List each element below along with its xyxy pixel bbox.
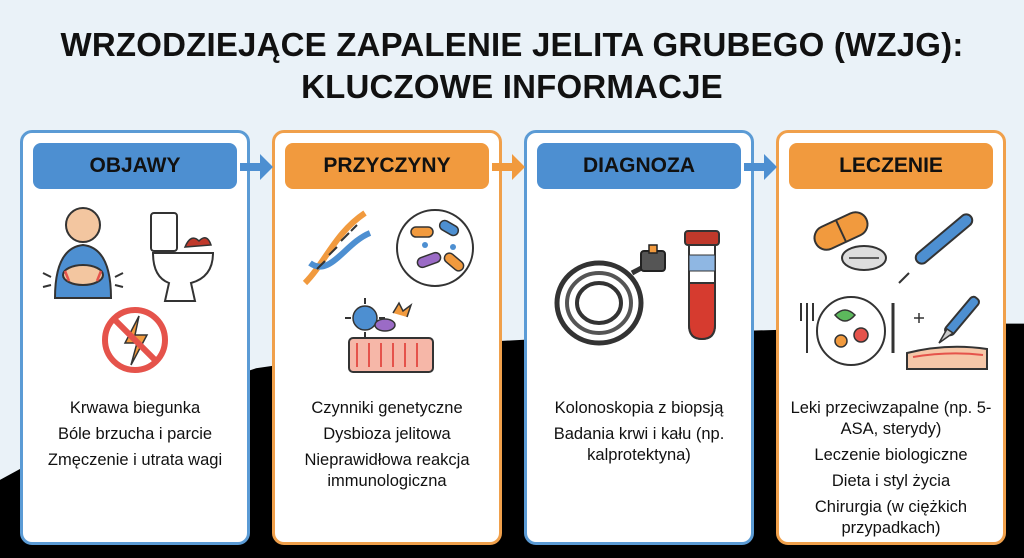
blood-tube-icon: [685, 231, 719, 339]
list-item: Nieprawidłowa reakcja immunologiczna: [304, 451, 470, 490]
card-icons: [537, 203, 741, 383]
list-item: Chirurgia (w ciężkich przypadkach): [814, 498, 968, 537]
card-leczenie: [776, 130, 1006, 545]
diet-plate-icon: [801, 297, 893, 365]
colonoscope-icon: [557, 245, 665, 343]
card-przyczyny: [272, 130, 502, 545]
arrow-right-icon: [492, 152, 526, 182]
card-header: OBJAWY: [33, 143, 237, 189]
card-header: PRZYCZYNY: [285, 143, 489, 189]
list-item: Czynniki genetyczne: [311, 399, 463, 417]
injection-pen-icon: [899, 212, 975, 283]
arrow-right-icon: [240, 152, 274, 182]
card-icons: [285, 203, 489, 383]
scalpel-icon: [907, 295, 987, 369]
card-diagnoza: [524, 130, 754, 545]
abdominal-pain-icon: [43, 208, 123, 298]
card-items: [279, 398, 495, 497]
list-item: Dysbioza jelitowa: [323, 425, 451, 443]
card-items: [27, 398, 243, 476]
list-item: Badania krwi i kału (np. kalprotektyna): [553, 425, 725, 464]
card-icons: [33, 203, 237, 383]
title-line-2: KLUCZOWE INFORMACJE: [301, 68, 723, 105]
toilet-icon: [151, 213, 213, 301]
list-item: Krwawa biegunka: [69, 399, 201, 417]
immune-reaction-icon: [345, 298, 433, 372]
card-header: DIAGNOZA: [537, 143, 741, 189]
card-icons: [789, 203, 993, 383]
dna-icon: [305, 213, 370, 283]
fatigue-icon: [105, 310, 165, 370]
card-objawy: [20, 130, 250, 545]
arrow-right-icon: [744, 152, 778, 182]
list-item: Dieta i styl życia: [831, 472, 951, 490]
list-item: Bóle brzucha i parcie: [57, 425, 213, 443]
card-header: LECZENIE: [789, 143, 993, 189]
bacteria-icon: [397, 210, 473, 286]
list-item: Kolonoskopia z biopsją: [554, 399, 724, 417]
pills-icon: [811, 208, 886, 270]
card-items: [783, 398, 999, 544]
list-item: Zmęczenie i utrata wagi: [47, 451, 223, 469]
list-item: Leczenie biologiczne: [814, 446, 968, 464]
title-line-1: WRZODZIEJĄCE ZAPALENIE JELITA GRUBEGO (WZJG):: [60, 26, 964, 63]
card-items: [531, 398, 747, 471]
list-item: Leki przeciwzapalne (np. 5-ASA, sterydy): [790, 399, 992, 438]
page-title: [0, 24, 1024, 108]
